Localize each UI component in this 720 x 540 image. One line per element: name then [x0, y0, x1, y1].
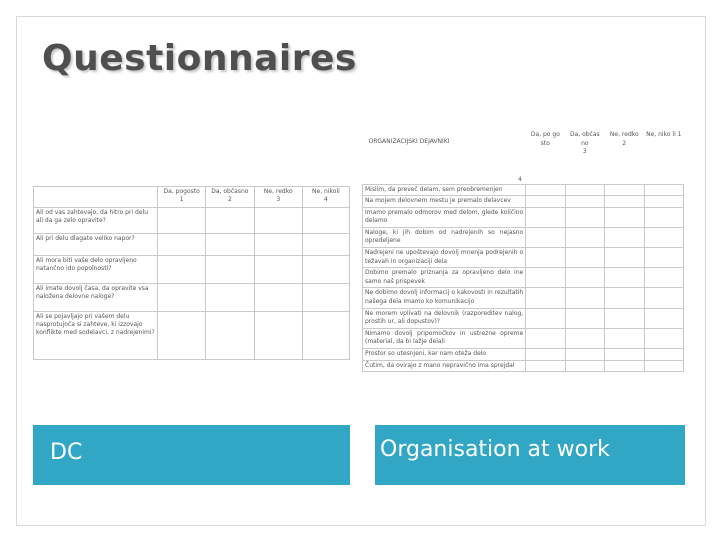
answer-cell[interactable]: [565, 328, 605, 348]
table-row: [34, 312, 350, 360]
table-header-cell: Da, po go sto: [530, 131, 560, 147]
answer-cell[interactable]: [158, 234, 206, 256]
answer-cell[interactable]: [526, 349, 565, 361]
table-row: [363, 360, 684, 372]
table-row: [363, 268, 684, 288]
answer-cell[interactable]: [254, 208, 302, 234]
table-header-cell: Da, pogosto 1: [158, 187, 206, 208]
answer-cell[interactable]: [526, 268, 565, 288]
table-header-cell: Ne, nikoli 4: [302, 187, 349, 208]
answer-cell[interactable]: [158, 312, 206, 360]
table-row: [363, 288, 684, 308]
table-row: [363, 248, 684, 268]
table-row: [363, 184, 684, 196]
question-cell: Ali mora biti vaše delo opravljeno natančno ido popolnosti?: [34, 256, 158, 284]
header-number: 4: [518, 176, 522, 183]
answer-cell[interactable]: [254, 256, 302, 284]
answer-cell[interactable]: [158, 208, 206, 234]
answer-cell[interactable]: [644, 184, 683, 196]
answer-cell[interactable]: [302, 256, 349, 284]
answer-cell[interactable]: [254, 284, 302, 312]
question-cell: Ali pri delu dlagate veliko napor?: [34, 234, 158, 256]
answer-cell[interactable]: [605, 328, 645, 348]
answer-cell[interactable]: [565, 308, 605, 328]
question-cell: Dobimo premalo priznanja za opravljeno delo ine samo naš prispevek: [363, 268, 526, 288]
question-cell: Ali od vas zahtevajo, da hitro pri delu ali da ga zelo opravite?: [34, 208, 158, 234]
answer-cell[interactable]: [526, 360, 565, 372]
answer-cell[interactable]: [565, 207, 605, 227]
answer-cell[interactable]: [206, 208, 255, 234]
question-cell: Nimamo dovolj pripomočkov in ustrezne opreme (material, da bi lažje delali: [363, 328, 526, 348]
table-header-cell: [34, 187, 158, 208]
answer-cell[interactable]: [526, 196, 565, 208]
answer-cell[interactable]: [565, 288, 605, 308]
answer-cell[interactable]: [526, 308, 565, 328]
question-cell: Mislim, da preveč delam, sem preobremenjen: [363, 184, 526, 196]
question-cell: Imamo premalo odmorov med delom, glede količino delamo: [363, 207, 526, 227]
answer-cell[interactable]: [302, 284, 349, 312]
answer-cell[interactable]: [158, 256, 206, 284]
table-header-title: ORGANIZACIJSKI DEJAVNIKI: [368, 138, 450, 145]
table-row: [363, 227, 684, 247]
table-row: [363, 349, 684, 361]
answer-cell[interactable]: [605, 207, 645, 227]
table-header-cell: Ne, niko li 1: [646, 131, 682, 138]
dc-label: DC: [50, 440, 83, 465]
answer-cell[interactable]: [644, 227, 683, 247]
organisation-label: Organisation at work: [380, 437, 610, 462]
answer-cell[interactable]: [565, 196, 605, 208]
answer-cell[interactable]: [565, 360, 605, 372]
table-header-cell: Ne, redko 2: [609, 131, 639, 147]
table-header-cell: Da, občasno 2: [206, 187, 255, 208]
answer-cell[interactable]: [605, 349, 645, 361]
answer-cell[interactable]: [644, 349, 683, 361]
answer-cell[interactable]: [644, 196, 683, 208]
answer-cell[interactable]: [605, 360, 645, 372]
question-cell: Ne morem vplivati na delovnik (razporeditev nalog, prostih ur, ali dopustov)?: [363, 308, 526, 328]
answer-cell[interactable]: [605, 227, 645, 247]
table-row: [34, 234, 350, 256]
answer-cell[interactable]: [206, 312, 255, 360]
answer-cell[interactable]: [605, 288, 645, 308]
answer-cell[interactable]: [206, 234, 255, 256]
answer-cell[interactable]: [644, 268, 683, 288]
table-row: [34, 208, 350, 234]
table-row: [34, 256, 350, 284]
answer-cell[interactable]: [526, 328, 565, 348]
question-cell: Ali se pojavljajo pri vašem delu nasprotujoča si zahteve, ki izzovajo konflikte med sodelavci, z nadrejenimi?: [34, 312, 158, 360]
questionnaire-left-table: [33, 186, 350, 360]
table-header-row: [34, 187, 350, 208]
answer-cell[interactable]: [565, 248, 605, 268]
question-cell: Na mojem delovnem mestu je premalo delavcev: [363, 196, 526, 208]
question-cell: Naloge, ki jih dobim od nadrejenih so nejasno opredeljene: [363, 227, 526, 247]
answer-cell[interactable]: [644, 308, 683, 328]
table-row: [363, 308, 684, 328]
answer-cell[interactable]: [605, 248, 645, 268]
question-cell: Nadrejeni ne upoštevajo dovolj mnenja podrejenih o težavah in organizaciji dela: [363, 248, 526, 268]
table-row: [34, 284, 350, 312]
answer-cell[interactable]: [644, 288, 683, 308]
answer-cell[interactable]: [565, 184, 605, 196]
answer-cell[interactable]: [644, 248, 683, 268]
questionnaire-right-table: [362, 130, 684, 372]
answer-cell[interactable]: [526, 248, 565, 268]
answer-cell[interactable]: [565, 349, 605, 361]
answer-cell[interactable]: [206, 256, 255, 284]
answer-cell[interactable]: [526, 288, 565, 308]
answer-cell[interactable]: [526, 227, 565, 247]
table-row: [363, 328, 684, 348]
answer-cell[interactable]: [605, 268, 645, 288]
answer-cell[interactable]: [565, 268, 605, 288]
answer-cell[interactable]: [526, 184, 565, 196]
answer-cell[interactable]: [644, 328, 683, 348]
table-header-row: [363, 130, 684, 184]
table-header-cell: Da, občas no 3: [569, 131, 600, 156]
answer-cell[interactable]: [644, 360, 683, 372]
answer-cell[interactable]: [605, 308, 645, 328]
slide-title: Questionnaires: [42, 38, 357, 79]
question-cell: Ne dobimo dovolj informacij o kakovosti in rezultatih našega dela imamo ko komunikacijo: [363, 288, 526, 308]
answer-cell[interactable]: [605, 196, 645, 208]
answer-cell[interactable]: [206, 284, 255, 312]
answer-cell[interactable]: [644, 207, 683, 227]
answer-cell[interactable]: [302, 234, 349, 256]
answer-cell[interactable]: [565, 227, 605, 247]
answer-cell[interactable]: [526, 207, 565, 227]
table-row: [363, 196, 684, 208]
question-cell: Čutim, da ovirajo z mano nepravično ima sprejdal: [363, 360, 526, 372]
answer-cell[interactable]: [254, 312, 302, 360]
table-header-cell: Ne, redko 3: [254, 187, 302, 208]
question-cell: Ali imate dovolj časa, da opravite vsa naložena delovne naloge?: [34, 284, 158, 312]
table-row: [363, 207, 684, 227]
answer-cell[interactable]: [302, 312, 349, 360]
answer-cell[interactable]: [605, 184, 645, 196]
question-cell: Prostor so utesnjeni, kar nam oteža delo: [363, 349, 526, 361]
answer-cell[interactable]: [302, 208, 349, 234]
answer-cell[interactable]: [158, 284, 206, 312]
answer-cell[interactable]: [254, 234, 302, 256]
